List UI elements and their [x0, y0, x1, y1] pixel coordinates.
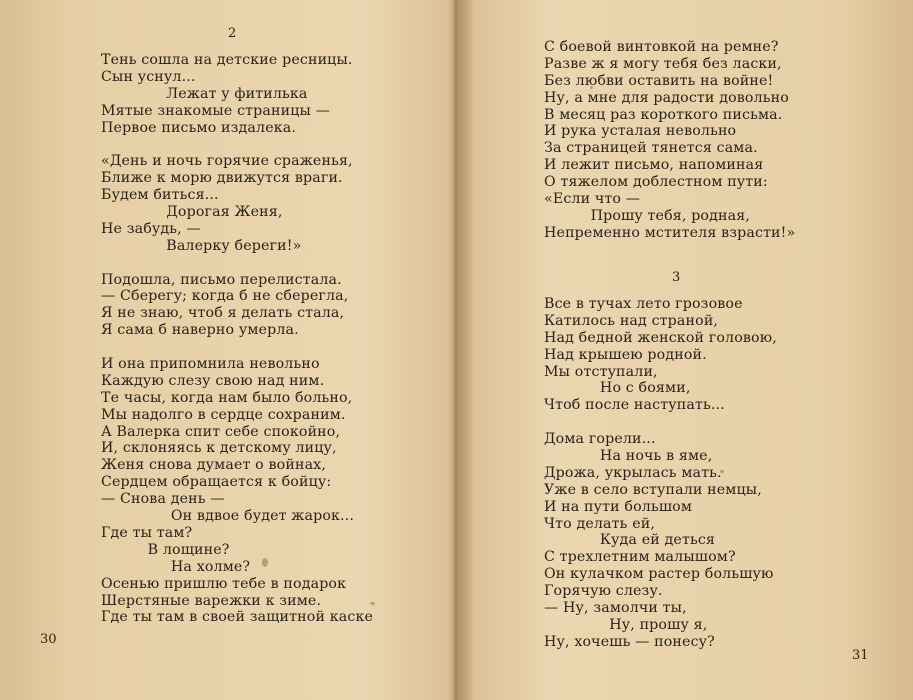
poem-line: Ближе к морю движутся враги. — [101, 170, 343, 187]
poem-line: «День и ночь горячие сраженья, — [101, 153, 353, 170]
poem-line: Мятые знакомые страницы — — [101, 102, 330, 119]
poem-text-right-bottom — [544, 296, 777, 651]
poem-line: Он кулачком растер большую — [544, 566, 774, 583]
poem-line: Дома горели... — [544, 431, 656, 448]
poem-line: Я сама б наверно умерла. — [101, 322, 299, 339]
poem-line: И, склоняясь к детскому лицу, — [101, 440, 337, 457]
section-number: 3 — [672, 270, 681, 285]
poem-line: Те часы, когда нам было больно, — [101, 389, 353, 406]
stanza-gap — [544, 414, 777, 431]
poem-line: Все в тучах лето грозовое — [544, 296, 743, 312]
poem-line: На ночь в яме, — [544, 448, 713, 465]
poem-line: Первое письмо издалека. — [101, 119, 297, 136]
paper-stain — [370, 602, 375, 605]
poem-line: «Если что — — [544, 191, 641, 208]
poem-line: Над крышею родной. — [544, 346, 707, 363]
poem-line: Дорогая Женя, — [101, 204, 283, 221]
right-page — [460, 0, 913, 700]
poem-line: И она припомнила невольно — [101, 356, 320, 373]
poem-line: О тяжелом доблестном пути: — [544, 174, 768, 191]
poem-line: Где ты там? — [101, 524, 193, 541]
stanza-gap — [101, 255, 373, 272]
stanza-gap — [101, 339, 373, 356]
poem-line: Мы отступали, — [544, 363, 658, 380]
poem-line: Разве ж я могу тебя без ласки, — [544, 55, 782, 72]
poem-line: — Снова день — — [101, 491, 225, 508]
poem-line: Где ты там в своей защитной каске — [101, 609, 374, 626]
poem-line: На холме? — [101, 558, 251, 575]
poem-line: Чтоб после наступать... — [544, 397, 725, 414]
poem-line: Над бедной женской головою, — [544, 329, 777, 346]
poem-line: Ну, а мне для радости довольно — [544, 89, 789, 106]
poem-line: Ну, прошу я, — [544, 616, 708, 633]
poem-text-right-top — [544, 39, 795, 242]
poem-line: Тень сошла на детские ресницы. — [101, 52, 353, 68]
page-number: 31 — [852, 648, 869, 663]
poem-line: С трехлетним малышом? — [544, 549, 736, 566]
poem-line: Куда ей деться — [544, 532, 716, 549]
poem-line: Уже в село вступали немцы, — [544, 481, 762, 498]
stanza-gap — [101, 136, 373, 153]
section-number: 2 — [228, 26, 237, 41]
poem-line: Но с боями, — [544, 380, 691, 397]
poem-line: Будем биться... — [101, 187, 219, 204]
poem-line: И рука усталая невольно — [544, 123, 737, 140]
poem-line: Без любви оставить на войне! — [544, 72, 774, 89]
poem-line: Горячую слезу. — [544, 583, 663, 600]
poem-line: И на пути большом — [544, 498, 693, 515]
poem-line: Что делать ей, — [544, 515, 656, 532]
paper-stain — [262, 558, 268, 567]
page-number: 30 — [40, 632, 57, 647]
poem-line: Прошу тебя, родная, — [544, 207, 750, 224]
poem-line: В лощине? — [101, 541, 230, 558]
poem-line: Лежат у фитилька — [101, 85, 308, 102]
poem-line: Он вдвое будет жарок... — [101, 508, 355, 525]
poem-line: С боевой винтовкой на ремне? — [544, 39, 779, 55]
poem-line: А Валерка спит себе спокойно, — [101, 423, 341, 440]
poem-line: Женя снова думает о войнах, — [101, 457, 326, 474]
poem-line: Сын уснул... — [101, 68, 196, 85]
poem-line: Непременно мстителя взрасти!» — [544, 224, 796, 241]
poem-line: Дрожа, укрылась мать. — [544, 464, 722, 481]
poem-line: И лежит письмо, напоминая — [544, 157, 764, 174]
paper-stain — [720, 470, 724, 473]
poem-line: Мы надолго в сердце сохраним. — [101, 406, 346, 423]
poem-line: В месяц раз короткого письма. — [544, 106, 783, 123]
poem-line: За страницей тянется сама. — [544, 140, 758, 157]
poem-line: Сердцем обращается к бойцу: — [101, 474, 332, 491]
poem-line: Подошла, письмо перелистала. — [101, 271, 342, 288]
poem-text-left — [101, 52, 373, 626]
poem-line: Ну, хочешь — понесу? — [544, 633, 715, 650]
poem-line: Шерстяные варежки к зиме. — [101, 592, 322, 609]
poem-line: — Сберегу; когда б не сберегла, — [101, 288, 349, 305]
poem-line: — Ну, замолчи ты, — [544, 600, 687, 617]
poem-line: Валерку береги!» — [101, 237, 302, 254]
poem-line: Я не знаю, чтоб я делать стала, — [101, 305, 345, 322]
poem-line: Катилось над страной, — [544, 312, 719, 329]
poem-line: Каждую слезу свою над ним. — [101, 372, 325, 389]
poem-line: Осенью пришлю тебе в подарок — [101, 575, 347, 592]
paper-stain — [590, 86, 593, 89]
left-page — [0, 0, 455, 700]
poem-line: Не забудь, — — [101, 220, 201, 237]
